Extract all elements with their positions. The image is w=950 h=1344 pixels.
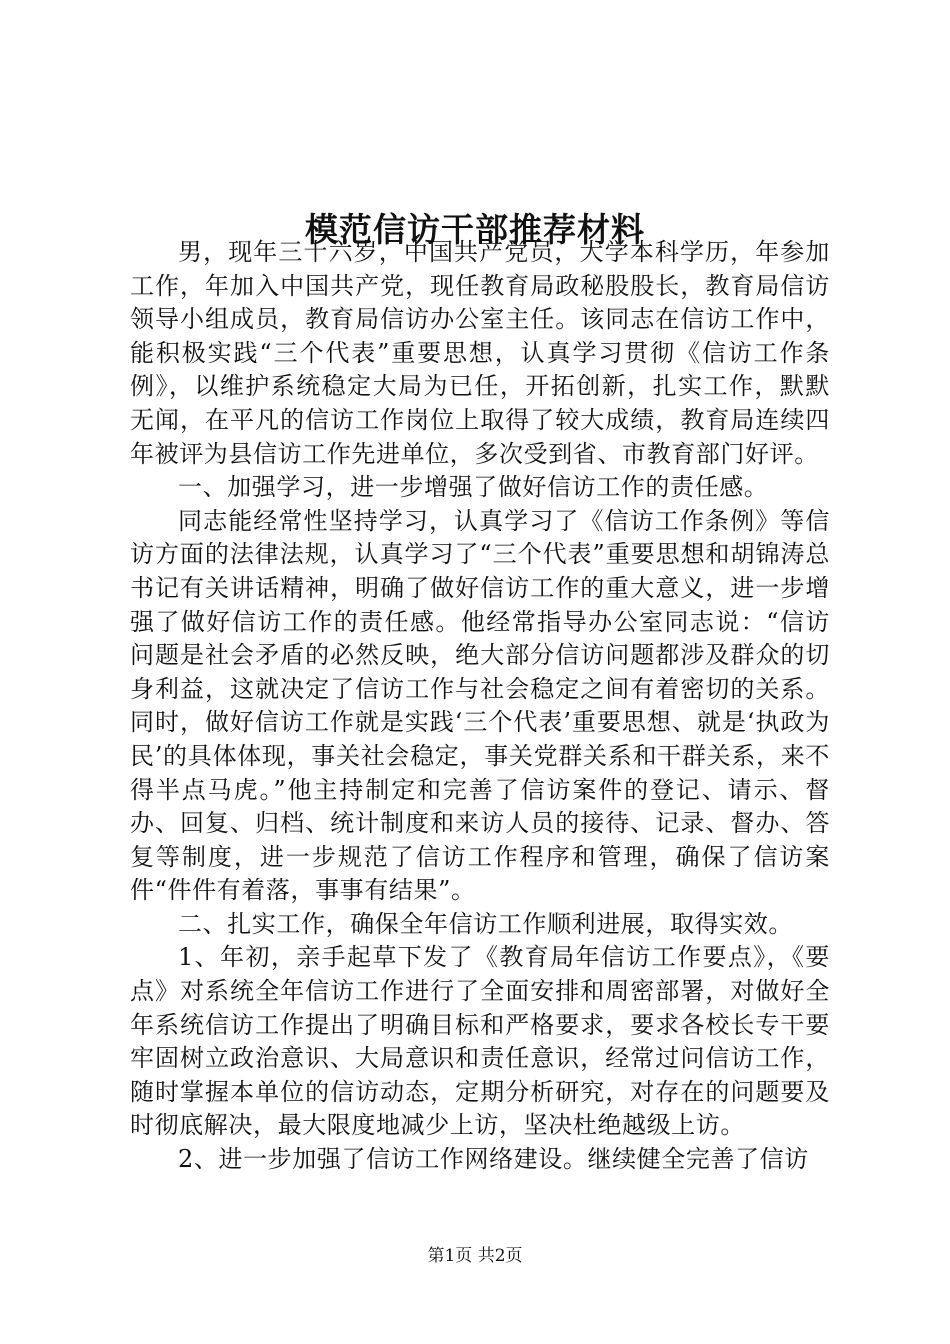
document-body bbox=[130, 236, 830, 1177]
paragraph-item-1: 1、年初，亲手起草下发了《教育局年信访工作要点》，《要点》对系统全年信访工作进行了全面安排和周密部署，对做好全年系统信访工作提出了明确目标和严格要求，要求各校长专干要牢固树立政治意识、大局意识和责任意识，经常过问信访工作，随时掌握本单位的信访动态，定期分析研究，对存在的问题要及时彻底解决，最大限度地减少上访，坚决杜绝越级上访。 bbox=[130, 943, 830, 1140]
paragraph-item-2: 2、进一步加强了信访工作网络建设。继续健全完善了信访 bbox=[178, 1145, 809, 1174]
document-title: 模范信访干部推荐材料 bbox=[305, 210, 645, 250]
paragraph-study: 同志能经常性坚持学习，认真学习了《信访工作条例》等信访方面的法律法规，认真学习了“三个代表”重要思想和胡锦涛总书记有关讲话精神，明确了做好信访工作的重大意义，进一步增强了做好信访工作的责任感。他经常指导办公室同志说：“信访问题是社会矛盾的必然反映，绝大部分信访问题都涉及群众的切身利益，这就决定了信访工作与社会稳定之间有着密切的关系。同时，做好信访工作就是实践‘三个代表’重要思想、就是‘执政为民’的具体体现，事关社会稳定，事关党群关系和干群关系，来不得半点马虎。”他主持制定和完善了信访案件的登记、请示、督办、回复、归档、统计制度和来访人员的接待、记录、督办、答复等制度，进一步规范了信访工作程序和管理，确保了信访案件“件件有着落，事事有结果”。 bbox=[130, 506, 830, 905]
section-heading-2: 二、扎实工作，确保全年信访工作顺利进展，取得实效。 bbox=[178, 909, 793, 938]
page-number: 第1页 共2页 bbox=[427, 1246, 523, 1266]
paragraph-intro: 男，现年三十六岁，中国共产党员，大学本科学历，年参加工作，年加入中国共产党，现任教育局政秘股股长，教育局信访领导小组成员，教育局信访办公室主任。该同志在信访工作中，能积极实践“三个代表”重要思想，认真学习贯彻《信访工作条例》，以维护系统稳定大局为已任，开拓创新，扎实工作，默默无闻，在平凡的信访工作岗位上取得了较大成绩，教育局连续四年被评为县信访工作先进单位，多次受到省、市教育部门好评。 bbox=[130, 238, 830, 468]
section-heading-1: 一、加强学习，进一步增强了做好信访工作的责任感。 bbox=[178, 473, 769, 502]
